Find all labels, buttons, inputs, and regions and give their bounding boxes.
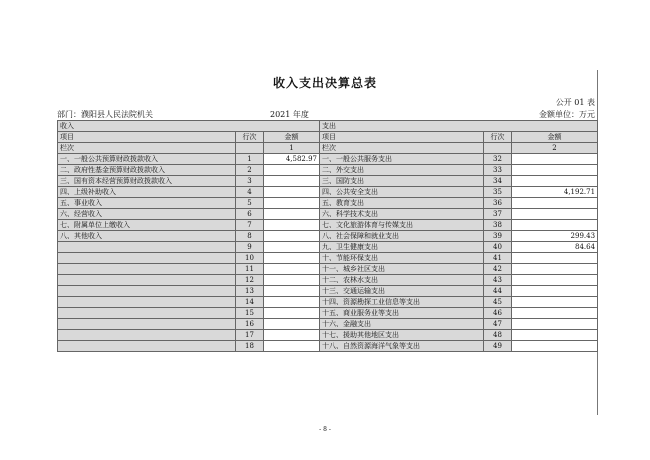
- income-line-number: 7: [236, 220, 264, 231]
- income-item-name: [58, 275, 236, 286]
- income-line-number: 5: [236, 198, 264, 209]
- expense-amount: [512, 275, 598, 286]
- expense-amount: [512, 220, 598, 231]
- income-line-number: 1: [236, 154, 264, 165]
- expense-line-number: 34: [484, 176, 512, 187]
- income-line-number: 2: [236, 165, 264, 176]
- expense-item-name: 十七、援助其他地区支出: [320, 330, 484, 341]
- expense-item-name: 八、社会保障和就业支出: [320, 231, 484, 242]
- expense-column-blank: [484, 143, 512, 154]
- income-item-name: [58, 242, 236, 253]
- income-amount: [264, 330, 320, 341]
- income-line-number: 17: [236, 330, 264, 341]
- column-index-row: [58, 143, 598, 154]
- expense-item-name: 六、科学技术支出: [320, 209, 484, 220]
- income-item-name: 五、事业收入: [58, 198, 236, 209]
- table-row: [58, 209, 598, 220]
- table-row: [58, 275, 598, 286]
- report-meta: [57, 109, 595, 120]
- expense-item-name: 四、公共安全支出: [320, 187, 484, 198]
- income-amount: [264, 209, 320, 220]
- income-line-number: 16: [236, 319, 264, 330]
- department-label: 部门：濮阳县人民法院机关: [57, 110, 153, 119]
- expense-line-number: 46: [484, 308, 512, 319]
- table-row: [58, 253, 598, 264]
- income-item-name: 六、经营收入: [58, 209, 236, 220]
- income-line-number: 15: [236, 308, 264, 319]
- income-item-name: 三、国有资本经营预算财政拨款收入: [58, 176, 236, 187]
- income-item-name: [58, 297, 236, 308]
- expense-amount: [512, 264, 598, 275]
- income-item-name: [58, 264, 236, 275]
- income-line-number: 13: [236, 286, 264, 297]
- income-item-name: [58, 319, 236, 330]
- table-row: [58, 176, 598, 187]
- expense-column-number: 2: [512, 143, 598, 154]
- expense-line-header: 行次: [484, 132, 512, 143]
- income-item-name: [58, 330, 236, 341]
- income-amount: [264, 198, 320, 209]
- form-code: 公开 01 表: [555, 98, 595, 107]
- expense-amount: [512, 165, 598, 176]
- expense-amount: [512, 198, 598, 209]
- income-item-header: 项目: [58, 132, 236, 143]
- table-row: [58, 165, 598, 176]
- expense-line-number: 42: [484, 264, 512, 275]
- expense-amount: [512, 209, 598, 220]
- expense-column-label: 栏次: [320, 143, 484, 154]
- expense-line-number: 48: [484, 330, 512, 341]
- income-item-name: 七、附属单位上缴收入: [58, 220, 236, 231]
- expense-amount: [512, 308, 598, 319]
- currency-unit: 金额单位：万元: [539, 110, 595, 119]
- income-item-name: 四、上级补助收入: [58, 187, 236, 198]
- expense-line-number: 47: [484, 319, 512, 330]
- expense-item-header: 项目: [320, 132, 484, 143]
- expense-item-name: 二、外交支出: [320, 165, 484, 176]
- expense-amount: [512, 297, 598, 308]
- table-row: [58, 308, 598, 319]
- income-amount: [264, 242, 320, 253]
- expense-line-number: 36: [484, 198, 512, 209]
- income-item-name: [58, 286, 236, 297]
- table-row: [58, 286, 598, 297]
- expense-item-name: 五、教育支出: [320, 198, 484, 209]
- income-amount-header: 金额: [264, 132, 320, 143]
- table-row: [58, 242, 598, 253]
- table-row: [58, 264, 598, 275]
- expense-item-name: 七、文化旅游体育与传媒支出: [320, 220, 484, 231]
- income-item-name: [58, 341, 236, 352]
- income-column-label: 栏次: [58, 143, 236, 154]
- expense-line-number: 39: [484, 231, 512, 242]
- income-column-number: 1: [264, 143, 320, 154]
- expense-amount: 84.64: [512, 242, 598, 253]
- expense-line-number: 43: [484, 275, 512, 286]
- page-number: - 8 -: [319, 426, 331, 433]
- income-item-name: [58, 308, 236, 319]
- expense-amount: [512, 319, 598, 330]
- income-item-name: 二、政府性基金预算财政拨款收入: [58, 165, 236, 176]
- income-amount: [264, 176, 320, 187]
- expense-item-name: 十二、农林水支出: [320, 275, 484, 286]
- expense-line-number: 33: [484, 165, 512, 176]
- column-header-row: [58, 132, 598, 143]
- table-row: [58, 330, 598, 341]
- page-title: 收入支出决算总表: [272, 76, 377, 90]
- expense-amount: [512, 154, 598, 165]
- income-line-number: 12: [236, 275, 264, 286]
- expense-line-number: 44: [484, 286, 512, 297]
- expense-line-number: 41: [484, 253, 512, 264]
- income-line-number: 9: [236, 242, 264, 253]
- expense-item-name: 一、一般公共服务支出: [320, 154, 484, 165]
- expense-line-number: 35: [484, 187, 512, 198]
- income-amount: [264, 264, 320, 275]
- income-amount: [264, 275, 320, 286]
- table-row: [58, 154, 598, 165]
- expense-line-number: 45: [484, 297, 512, 308]
- income-line-number: 8: [236, 231, 264, 242]
- income-amount: [264, 286, 320, 297]
- expense-item-name: 十一、城乡社区支出: [320, 264, 484, 275]
- expense-item-name: 十八、自然资源海洋气象等支出: [320, 341, 484, 352]
- expense-amount-header: 金额: [512, 132, 598, 143]
- income-item-name: 一、一般公共预算财政拨款收入: [58, 154, 236, 165]
- income-amount: [264, 341, 320, 352]
- expense-item-name: 十、节能环保支出: [320, 253, 484, 264]
- expense-line-number: 38: [484, 220, 512, 231]
- table-row: [58, 220, 598, 231]
- table-row: [58, 297, 598, 308]
- income-line-number: 14: [236, 297, 264, 308]
- expense-amount: [512, 176, 598, 187]
- expense-line-number: 37: [484, 209, 512, 220]
- expense-item-name: 九、卫生健康支出: [320, 242, 484, 253]
- expense-amount: 4,192.71: [512, 187, 598, 198]
- income-line-number: 18: [236, 341, 264, 352]
- income-amount: [264, 165, 320, 176]
- table-row: [58, 341, 598, 352]
- income-amount: [264, 319, 320, 330]
- income-line-number: 4: [236, 187, 264, 198]
- income-section-header: 收入: [58, 121, 320, 132]
- income-line-number: 6: [236, 209, 264, 220]
- expense-amount: 299.43: [512, 231, 598, 242]
- expense-line-number: 40: [484, 242, 512, 253]
- income-item-name: 八、其他收入: [58, 231, 236, 242]
- income-amount: 4,582.97: [264, 154, 320, 165]
- expense-item-name: 三、国防支出: [320, 176, 484, 187]
- table-row: [58, 187, 598, 198]
- expense-line-number: 32: [484, 154, 512, 165]
- section-header-row: [58, 121, 598, 132]
- income-amount: [264, 231, 320, 242]
- expense-amount: [512, 286, 598, 297]
- expense-item-name: 十五、商业服务业等支出: [320, 308, 484, 319]
- income-amount: [264, 253, 320, 264]
- income-amount: [264, 187, 320, 198]
- expense-line-number: 49: [484, 341, 512, 352]
- income-amount: [264, 297, 320, 308]
- expense-amount: [512, 341, 598, 352]
- expense-item-name: 十三、交通运输支出: [320, 286, 484, 297]
- income-column-blank: [236, 143, 264, 154]
- expense-amount: [512, 330, 598, 341]
- expense-section-header: 支出: [320, 121, 598, 132]
- income-line-header: 行次: [236, 132, 264, 143]
- income-line-number: 10: [236, 253, 264, 264]
- expense-item-name: 十六、金融支出: [320, 319, 484, 330]
- table-row: [58, 231, 598, 242]
- income-line-number: 3: [236, 176, 264, 187]
- table-row: [58, 319, 598, 330]
- expense-amount: [512, 253, 598, 264]
- fiscal-year: 2021 年度: [270, 110, 309, 119]
- income-amount: [264, 308, 320, 319]
- income-amount: [264, 220, 320, 231]
- income-expense-table: [57, 120, 598, 352]
- income-item-name: [58, 253, 236, 264]
- expense-item-name: 十四、资源勘探工业信息等支出: [320, 297, 484, 308]
- table-row: [58, 198, 598, 209]
- income-line-number: 11: [236, 264, 264, 275]
